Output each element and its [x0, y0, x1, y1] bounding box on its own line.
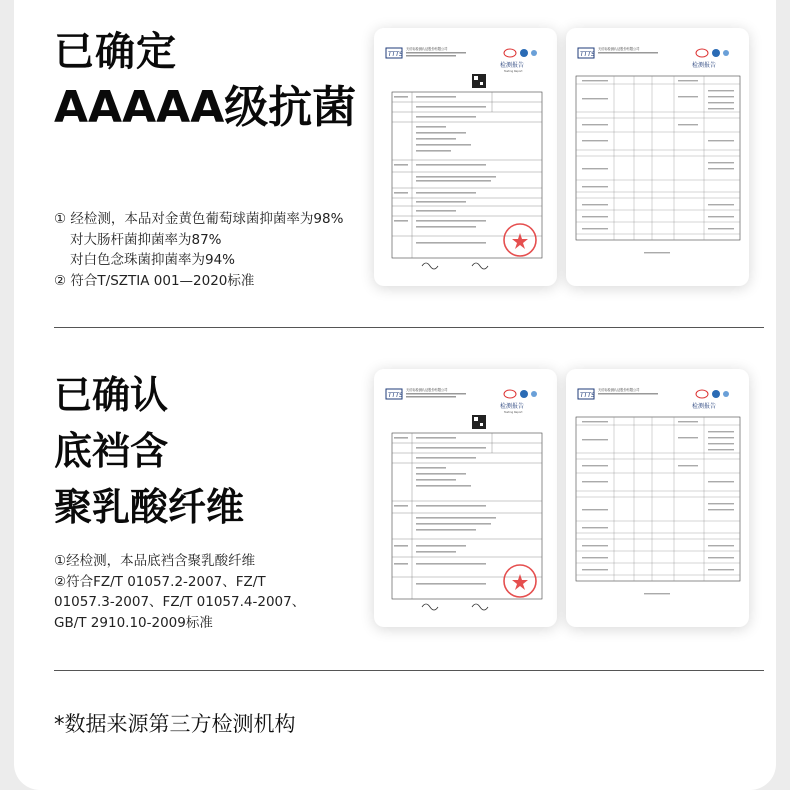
- section1-desc-line: 对大肠杆菌抑菌率为87%: [70, 231, 222, 248]
- report-org-name: 天纺标检测认证股份有限公司: [598, 388, 640, 392]
- section2-desc-line: GB/T 2910.10-2009标准: [54, 614, 213, 631]
- report-org-name: 天纺标检测认证股份有限公司: [598, 47, 640, 51]
- section1-desc-line: 对白色念珠菌抑菌率为94%: [70, 252, 236, 268]
- section2-desc-line: ①经检测，本品底裆含聚乳酸纤维: [54, 553, 256, 569]
- section2-title-line3: 聚乳酸纤维: [54, 485, 245, 529]
- section2-title-line1: 已确认: [54, 373, 169, 417]
- section1-description: [54, 209, 384, 291]
- section1-desc-line: ② 符合T/SZTIA 001—2020标准: [54, 272, 255, 289]
- section1-title-line2: AAAAA级抗菌: [54, 82, 357, 133]
- report-heading-sub: Testing Report: [504, 411, 523, 414]
- section2-description: [54, 551, 354, 633]
- section-divider: [54, 327, 764, 328]
- report-logo-text: TTTS: [388, 392, 403, 399]
- report-heading: 检测报告: [500, 403, 525, 410]
- report-document: [574, 381, 742, 615]
- report-heading: 检测报告: [692, 62, 717, 69]
- report-page-front: [374, 369, 557, 627]
- section2-title-line2: 底裆含: [54, 429, 169, 473]
- section2-desc-line: 01057.3-2007、FZ/T 01057.4-2007、: [54, 594, 306, 610]
- report-page-results: [566, 28, 749, 286]
- report-logo-text: TTTS: [580, 51, 595, 58]
- data-source-note: *数据来源第三方检测机构: [54, 712, 296, 736]
- report-document: [382, 40, 550, 274]
- report-page-results: [566, 369, 749, 627]
- report-document: [574, 40, 742, 274]
- section1-desc-line: ① 经检测，本品对金黄色葡萄球菌抑菌率为98%: [54, 211, 344, 227]
- section2-desc-line: ②符合FZ/T 01057.2-2007、FZ/T: [54, 573, 266, 590]
- report-heading-sub: Testing Report: [504, 70, 523, 73]
- section1-title-line1: 已确定: [54, 29, 177, 75]
- report-org-name: 天纺标检测认证股份有限公司: [406, 47, 448, 51]
- page-frame: [14, 0, 776, 790]
- report-logo-text: TTTS: [580, 392, 595, 399]
- report-org-name: 天纺标检测认证股份有限公司: [406, 388, 448, 392]
- report-document: [382, 381, 550, 615]
- report-page-front: [374, 28, 557, 286]
- report-heading: 检测报告: [500, 62, 525, 69]
- report-heading: 检测报告: [692, 403, 717, 410]
- section-divider: [54, 670, 764, 671]
- report-logo-text: TTTS: [388, 51, 403, 58]
